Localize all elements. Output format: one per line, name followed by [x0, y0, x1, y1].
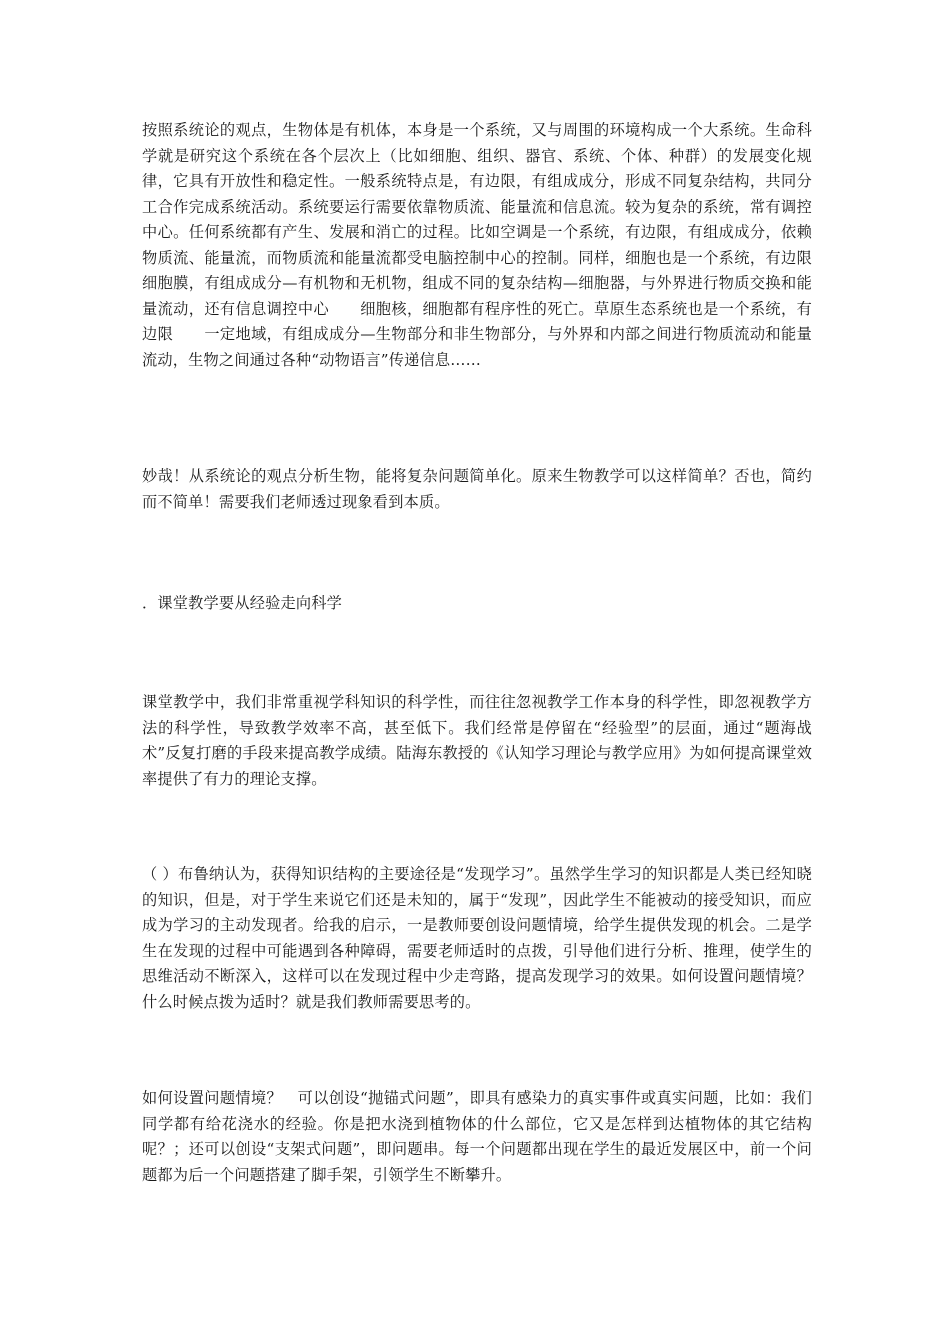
paragraph-simplification: 妙哉！从系统论的观点分析生物，能将复杂问题简单化。原来生物教学可以这样简单？否也，简约而不简单！需要我们老师透过现象看到本质。 [142, 467, 812, 511]
paragraph-systems-theory: 按照系统论的观点，生物体是有机体，本身是一个系统，又与周围的环境构成一个大系统。生命科学就是研究这个系统在各个层次上（比如细胞、组织、器官、系统、个体、种群）的发展变化规律，它具有开放性和稳定性。一般系统特点是，有边限，有组成成分，形成不同复杂结构，共同分工合作完成系统活动。系统要运行需要依靠物质流、能量流和信息流。较为复杂的系统，常有调控中心。任何系统都有产生、发展和消亡的过程。比如空调是一个系统，有边限，有组成成分，依赖物质流、能量流，而物质流和能量流都受电脑控制中心的控制。同样，细胞也是一个系统，有边限 细胞膜，有组成成分—有机物和无机物，组成不同的复杂结构—细胞器，与外界进行物质交换和能量流动，还有信息调控中心 细胞核，细胞都有程序性的死亡。草原生态系统也是一个系统，有边限 一定地域，有组成成分—生物部分和非生物部分，与外界和内部之间进行物质流动和能量流动，生物之间通过各种“动物语言”传递信息…… [142, 121, 843, 369]
paragraph-discovery-learning: （ ）布鲁纳认为，获得知识结构的主要途径是“发现学习”。虽然学生学习的知识都是人类已经知晓的知识，但是，对于学生来说它们还是未知的，属于“发现”，因此学生不能被动的接受知识，而应成为学习的主动发现者。给我的启示，一是教师要创设问题情境，给学生提供发现的机会。二是学生在发现的过程中可能遇到各种障碍，需要老师适时的点拨，引导他们进行分析、推理，使学生的思维活动不断深入，这样可以在发现过程中少走弯路，提高发现学习的效果。如何设置问题情境？什么时候点拨为适时？就是我们教师需要思考的。 [142, 865, 812, 1011]
paragraph-classroom-teaching: 课堂教学中，我们非常重视学科知识的科学性，而往往忽视教学工作本身的科学性，即忽视教学方法的科学性，导致教学效率不高，甚至低下。我们经常是停留在“经验型”的层面，通过“题海战术”反复打磨的手段来提高教学成绩。陆海东教授的《认知学习理论与教学应用》为如何提高课堂效率提供了有力的理论支撑。 [142, 693, 812, 788]
paragraph-problem-situations: 如何设置问题情境？ 可以创设“抛锚式问题”，即具有感染力的真实事件或真实问题，比如：我们同学都有给花浇水的经验。你是把水浇到植物体的什么部位，它又是怎样到达植物体的其它结构呢？；还可以创设“支架式问题”，即问题串。每一个问题都出现在学生的最近发展区中，前一个问题都为后一个问题搭建了脚手架，引领学生不断攀升。 [142, 1089, 812, 1184]
section-heading: ．课堂教学要从经验走向科学 [142, 594, 343, 612]
